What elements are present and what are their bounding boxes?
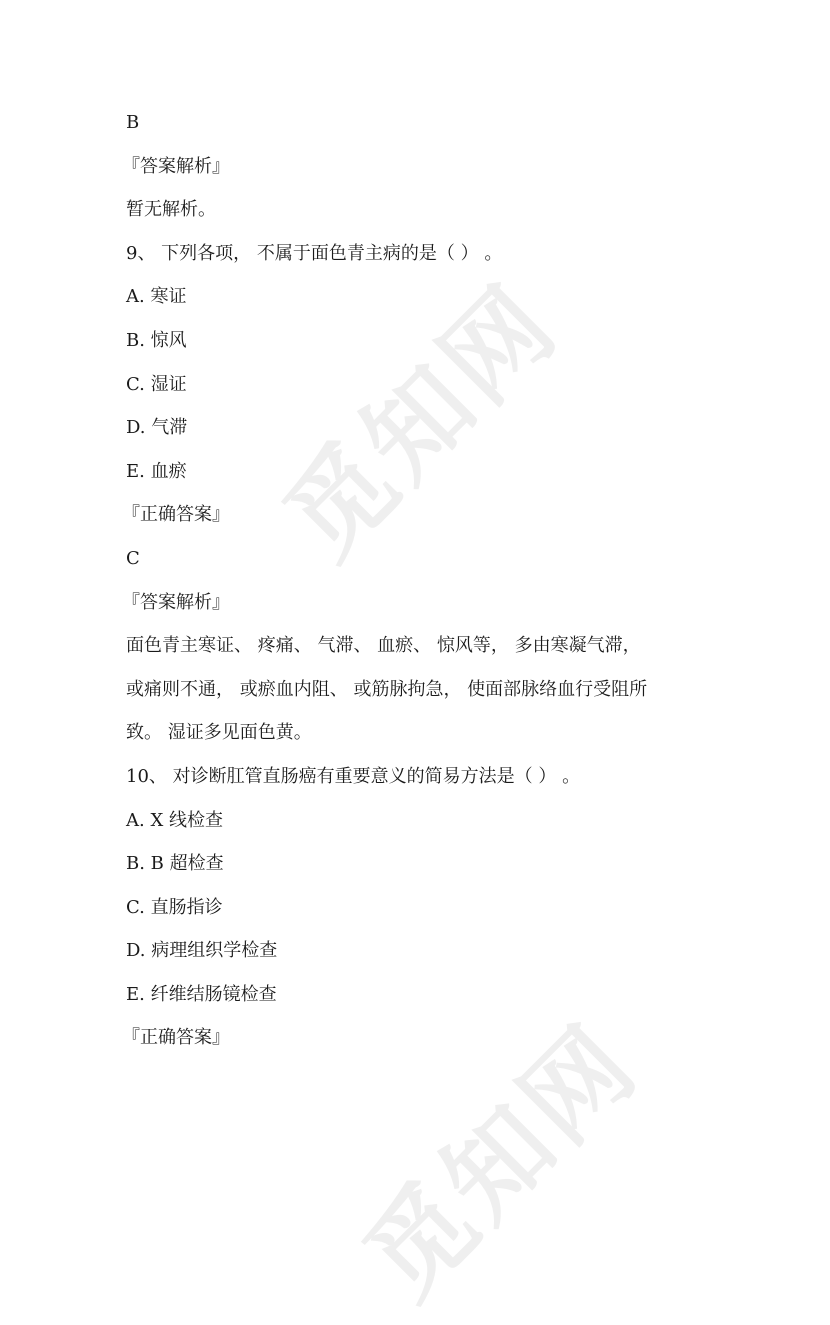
question-9: 9、 下列各项， 不属于面色青主病的是（ ） 。 — [126, 242, 503, 264]
q9-option-d: D. 气滞 — [126, 417, 188, 439]
analysis-text-q9-line1: 面色青主寒证、 疼痛、 气滞、 血瘀、 惊风等， 多由寒凝气滞， — [126, 635, 641, 657]
watermark-bottom: 觅知网 — [341, 1001, 662, 1322]
answer-q8: B — [126, 112, 140, 133]
answer-q9: C — [126, 547, 140, 569]
q9-option-e: E. 血瘀 — [126, 460, 187, 482]
q10-option-a: A. X 线检查 — [126, 809, 223, 831]
question-10: 10、 对诊断肛管直肠癌有重要意义的简易方法是（ ） 。 — [126, 765, 581, 787]
q10-option-d: D. 病理组织学检查 — [126, 940, 278, 962]
q9-option-a: A. 寒证 — [126, 286, 187, 308]
analysis-text-q9-line3: 致。 湿证多见面色黄。 — [126, 722, 312, 744]
correct-answer-heading-q10: 『正确答案』 — [122, 1027, 230, 1049]
analysis-text-q8: 暂无解析。 — [126, 199, 216, 221]
q9-option-b: B. 惊风 — [126, 329, 187, 351]
correct-answer-heading-q9: 『正确答案』 — [122, 504, 230, 526]
q9-option-c: C. 湿证 — [126, 373, 187, 395]
q10-option-e: E. 纤维结肠镜检查 — [126, 983, 277, 1005]
watermark: 觅知网 — [261, 261, 582, 582]
q10-option-b: B. B 超检查 — [126, 853, 224, 875]
q10-option-c: C. 直肠指诊 — [126, 896, 223, 918]
analysis-text-q9-line2: 或痛则不通， 或瘀血内阻、 或筋脉拘急， 使面部脉络血行受阻所 — [126, 678, 648, 700]
analysis-heading-q8: 『答案解析』 — [122, 155, 230, 177]
analysis-heading-q9: 『答案解析』 — [122, 591, 230, 613]
document-body — [122, 110, 726, 1069]
